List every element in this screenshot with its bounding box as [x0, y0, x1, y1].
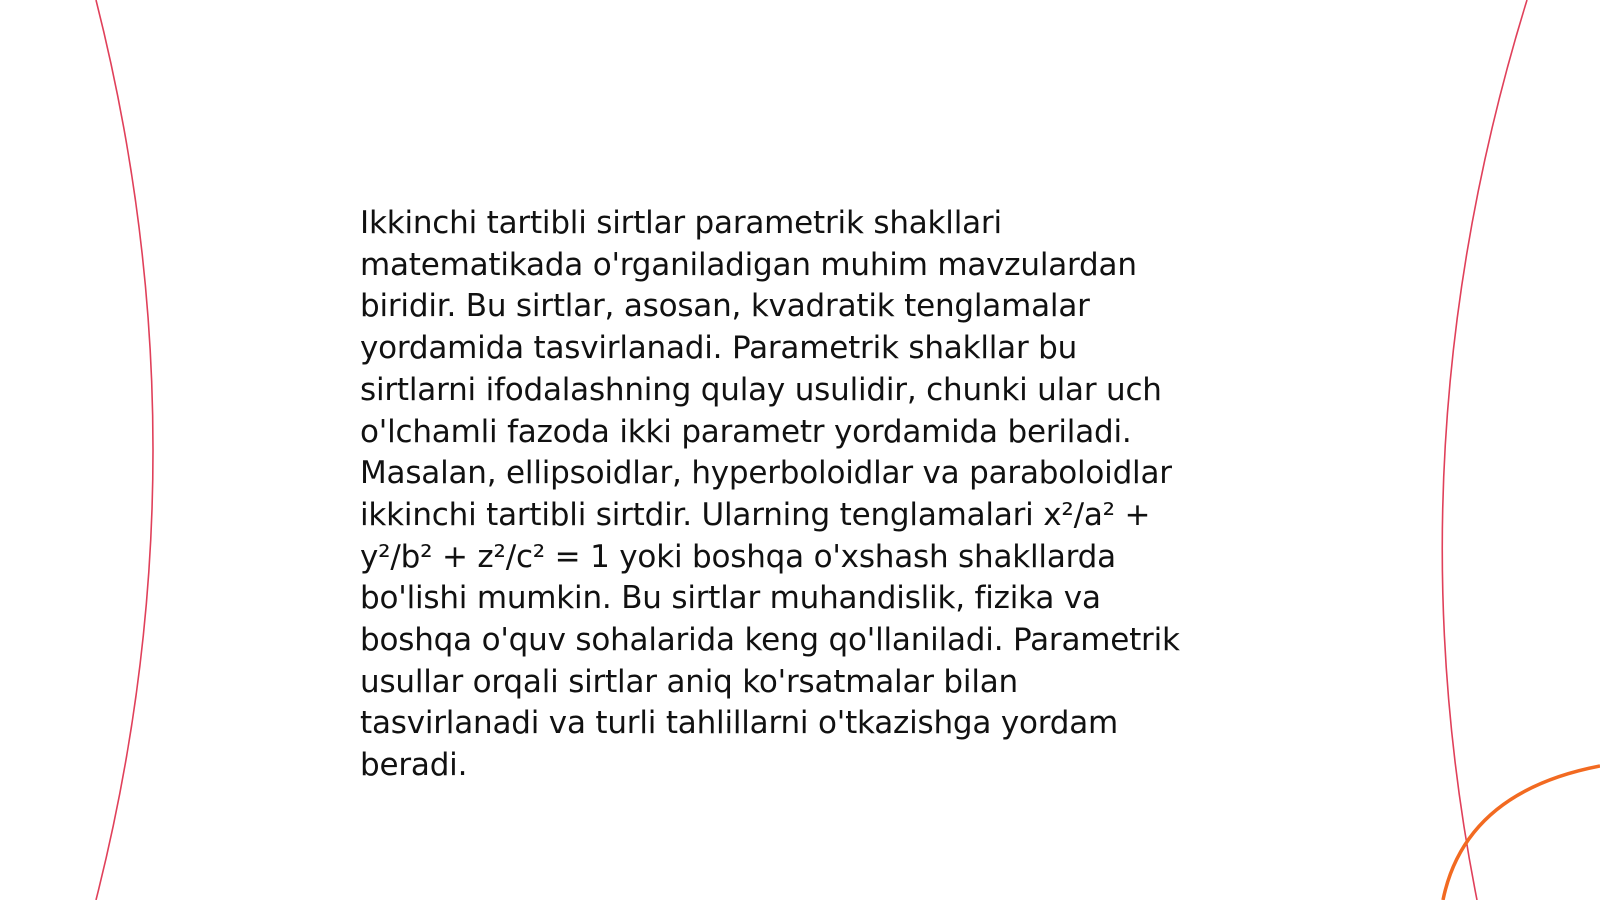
text-line: matematikada o'rganiladigan muhim mavzulardan: [360, 246, 1137, 283]
text-line: bo'lishi mumkin. Bu sirtlar muhandislik, fizika va: [360, 580, 1101, 617]
right-arc: [1442, 0, 1527, 900]
slide-body-text: [360, 203, 1240, 787]
text-line: Ikkinchi tartibli sirtlar parametrik shakllari: [360, 205, 1002, 241]
text-line: usullar orqali sirtlar aniq ko'rsatmalar bilan: [360, 663, 1018, 700]
text-line: y²/b² + z²/c² = 1 yoki boshqa o'xshash shakllarda: [360, 538, 1116, 575]
text-line: biridir. Bu sirtlar, asosan, kvadratik tenglamalar: [360, 288, 1090, 325]
text-line: Masalan, ellipsoidlar, hyperboloidlar va paraboloidlar: [360, 455, 1172, 492]
text-line: ikkinchi tartibli sirtdir. Ularning tenglamalari x²/a² +: [360, 496, 1151, 533]
text-line: sirtlarni ifodalashning qulay usulidir, chunki ular uch: [360, 371, 1162, 408]
left-arc: [96, 0, 153, 900]
text-line: beradi.: [360, 747, 468, 784]
text-line: tasvirlanadi va turli tahlillarni o'tkazishga yordam: [360, 705, 1119, 742]
orange-accent-arc: [1443, 766, 1600, 900]
text-line: yordamida tasvirlanadi. Parametrik shakllar bu: [360, 330, 1078, 367]
text-line: boshqa o'quv sohalarida keng qo'llaniladi. Parametrik: [360, 622, 1180, 659]
text-line: o'lchamli fazoda ikki parametr yordamida beriladi.: [360, 413, 1132, 450]
